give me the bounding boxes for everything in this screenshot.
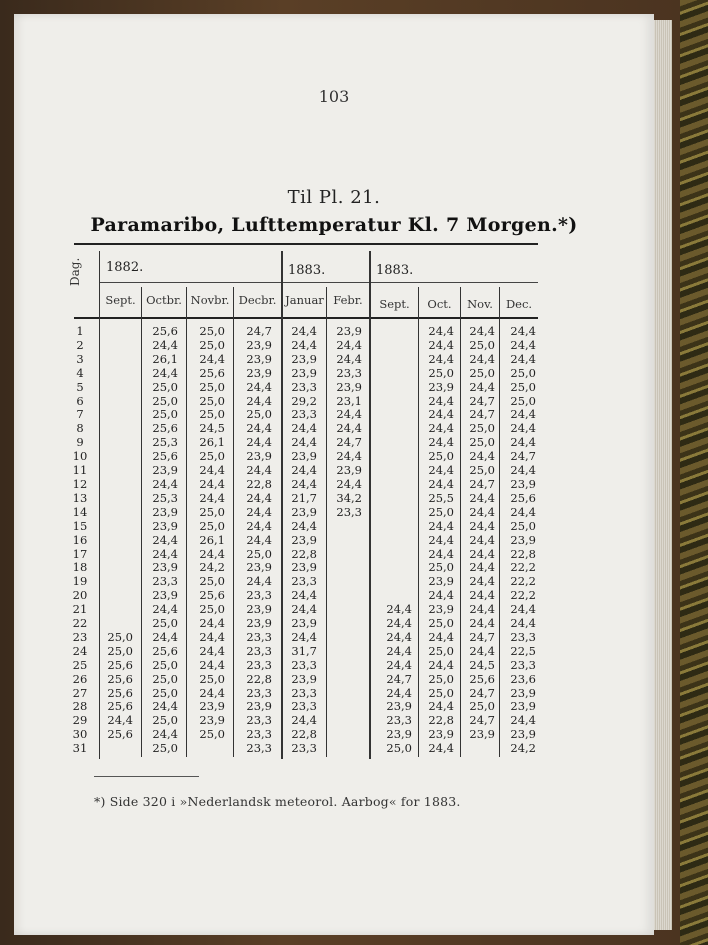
- month-header: Nov.: [467, 297, 493, 311]
- month-header: Dec.: [505, 297, 533, 311]
- oct-1883-column: 24,4 24,4 24,4 25,0 23,9 24,4 24,4 24,4 24,4 25,0 24,4 24,4 25,5 25,0 24,4 24,4 24,4 25,0 23,9 24,4 23,9 25,0 24,4 25,0 24,4 25,0 25,0 24,4 22,8 23,9 24,4: [428, 324, 454, 756]
- jan-1883-column: 24,4 24,4 23,9 23,9 23,3 29,2 23,3 24,4 24,4 23,9 24,4 24,4 21,7 23,9 24,4 23,9 22,8 23,9 23,3 24,4 24,4 23,9 24,4 31,7 23,3 23,9 23,3 23,3 24,4 22,8 23,3: [291, 324, 317, 756]
- nov-1882-column: 25,0 25,0 24,4 25,6 25,0 25,0 25,0 24,5 26,1 25,0 24,4 24,4 24,4 25,0 25,0 26,1 24,4 24,2 25,0 25,6 25,0 24,4 24,4 24,4 24,4 25,0 24,4 23,9 23,9 25,0: [199, 324, 225, 742]
- year-1883b-header: 1883.: [376, 263, 414, 278]
- footnote: *) Side 320 i »Nederlandsk meteorol. Aarbog« for 1883.: [94, 794, 461, 809]
- day-column: 1 2 3 4 5 6 7 8 9 10 11 12 13 14 15 16 17 18 19 20 21 22 23 24 25 26 27 28 29 30 31: [72, 324, 88, 756]
- day-header: Dag.: [68, 257, 82, 286]
- book-page: [14, 14, 654, 935]
- sept-1882-column: 25,0 25,0 25,6 25,6 25,6 25,6 24,4 25,6: [107, 629, 133, 742]
- year-1882-header: 1882.: [106, 260, 144, 275]
- temperature-table: [62, 243, 538, 763]
- month-header: Januar: [285, 293, 324, 307]
- page-edges: [654, 20, 672, 930]
- marbled-edge: [680, 0, 708, 945]
- year-1883a-header: 1883.: [288, 263, 326, 278]
- month-header: Novbr.: [190, 293, 230, 307]
- month-header: Octbr.: [146, 293, 182, 307]
- month-header: Sept.: [379, 297, 410, 311]
- page-title: Paramaribo, Lufttemperatur Kl. 7 Morgen.*): [90, 214, 578, 236]
- feb-1883-column: 23,9 24,4 24,4 23,3 23,9 23,1 24,4 24,4 24,7 24,4 23,9 24,4 34,2 23,3: [336, 324, 362, 519]
- footnote-rule: [94, 776, 199, 777]
- nov-1883-column: 24,4 25,0 24,4 25,0 24,4 24,7 24,7 25,0 25,0 24,4 25,0 24,7 24,4 24,4 24,4 24,4 24,4 24,4 24,4 24,4 24,4 24,4 24,7 24,4 24,5 25,6 24,7 25,0 24,7 23,9: [469, 324, 495, 742]
- plate-label: Til Pl. 21.: [287, 187, 381, 208]
- month-header: Febr.: [333, 293, 363, 307]
- page-number: 103: [318, 87, 350, 106]
- dec-1883-column: 24,4 24,4 24,4 25,0 25,0 25,0 24,4 24,4 24,4 24,7 24,4 23,9 25,6 24,4 25,0 23,9 22,8 22,2 22,2 22,2 24,4 24,4 23,3 22,5 23,3 23,6 23,9 23,9 24,4 23,9 24,2: [510, 324, 536, 756]
- month-header: Oct.: [427, 297, 452, 311]
- sept-1883-column: 24,4 24,4 24,4 24,4 24,4 24,7 24,4 23,9 23,3 23,9 25,0: [386, 602, 412, 756]
- month-header: Decbr.: [238, 293, 277, 307]
- month-header: Sept.: [105, 293, 136, 307]
- dec-1882-column: 24,7 23,9 23,9 23,9 24,4 24,4 25,0 24,4 24,4 23,9 24,4 22,8 24,4 24,4 24,4 24,4 25,0 23,9 24,4 23,3 23,9 23,9 23,3 23,3 23,3 22,8 23,3 23,9 23,3 23,3 23,3: [246, 324, 272, 756]
- oct-1882-column: 25,6 24,4 26,1 24,4 25,0 25,0 25,0 25,6 25,3 25,6 23,9 24,4 25,3 23,9 23,9 24,4 24,4 23,9 23,3 23,9 24,4 25,0 24,4 25,6 25,0 25,0 25,0 24,4 25,0 24,4 25,0: [152, 324, 178, 756]
